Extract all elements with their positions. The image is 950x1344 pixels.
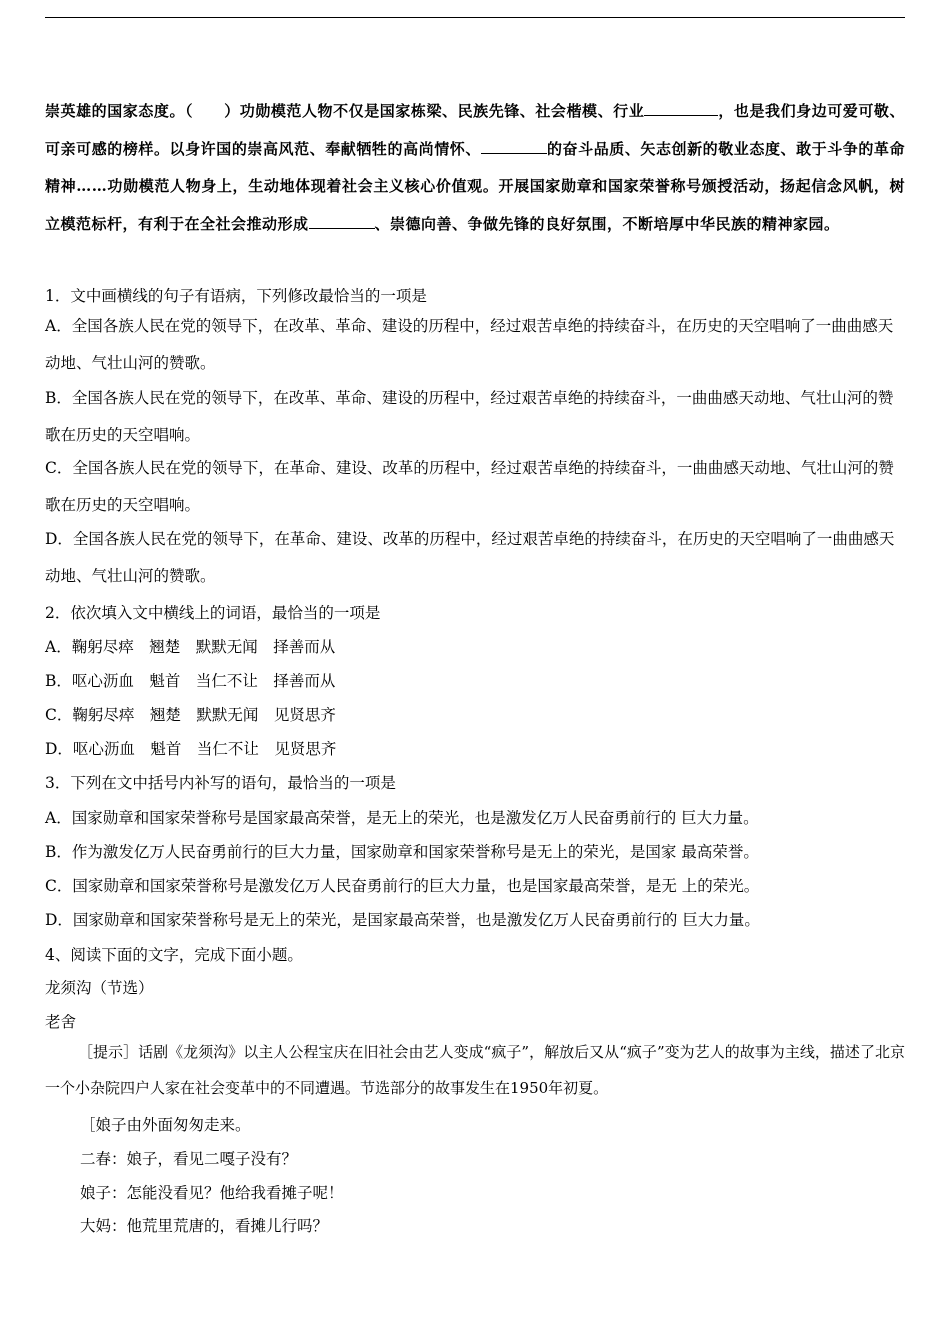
question-3-option-b: B．作为激发亿万人民奋勇前行的巨大力量，国家勋章和国家荣誉称号是无上的荣光，是国家 最高荣誉。 [45,843,759,861]
header-rule [45,17,905,18]
question-2-option-a: A．鞠躬尽瘁 翘楚 默默无闻 择善而从 [45,638,336,656]
script-line-3: 娘子：怎能没看见？他给我看摊子呢！ [80,1184,344,1202]
question-3-stem: 3．下列在文中括号内补写的语句，最恰当的一项是 [45,774,396,792]
passage-paragraph [45,93,905,243]
excerpt-author: 老舍 [45,1013,77,1031]
passage-text-3: 的奋斗品质、矢志创新的敬业态度、敢于斗争的革命精神……功勋模范人物身上，生动地体现着社会主义核心价值观。开展国家勋章和国家荣誉称号颁授活动，扬起信念风帆，树立模范标杆，有利于在全社会推动形成 [45,139,905,233]
question-1-option-d: D．全国各族人民在党的领导下，在革命、建设、改革的历程中，经过艰苦卓绝的持续奋斗，在历史的天空唱响了一曲曲感天动地、气壮山河的赞歌。 [45,530,895,585]
script-line-1: ［娘子由外面匆匆走来。 [80,1116,251,1134]
excerpt-tip: ［提示］话剧《龙须沟》以主人公程宝庆在旧社会由艺人变成“疯子”，解放后又从“疯子”变为艺人的故事为主线，描述了北京一个小杂院四户人家在社会变革中的不同遭遇。节选部分的故事发生在1950年初夏。 [45,1043,905,1097]
passage-text-2: ，也是我们身边可爱可敬、可亲可感的榜样。以身许国的崇高风范、奉献牺牲的高尚情怀、 [45,102,905,158]
question-2-stem: 2．依次填入文中横线上的词语，最恰当的一项是 [45,604,381,622]
excerpt-title: 龙须沟（节选） [45,979,154,997]
question-1-option-a: A．全国各族人民在党的领导下，在改革、革命、建设的历程中，经过艰苦卓绝的持续奋斗，在历史的天空唱响了一曲曲感天动地、气壮山河的赞歌。 [45,317,894,372]
question-2-option-c: C．鞠躬尽瘁 翘楚 默默无闻 见贤思齐 [45,706,336,724]
question-4-stem: 4、阅读下面的文字，完成下面小题。 [45,946,303,964]
passage-text-1: 崇英雄的国家态度。（ ）功勋模范人物不仅是国家栋梁、民族先锋、社会楷模、行业 [45,102,645,120]
script-line-4: 大妈：他荒里荒唐的，看摊儿行吗？ [80,1217,329,1235]
question-2-option-b: B．呕心沥血 魁首 当仁不让 择善而从 [45,672,336,690]
passage-text-4: 、崇德向善、争做先锋的良好氛围，不断培厚中华民族的精神家园。 [374,214,840,233]
fill-blank-2 [481,139,547,154]
fill-blank-3 [309,214,375,229]
question-1-option-c: C．全国各族人民在党的领导下，在革命、建设、改革的历程中，经过艰苦卓绝的持续奋斗，一曲曲感天动地、气壮山河的赞歌在历史的天空唱响。 [45,459,894,514]
question-3-option-a: A．国家勋章和国家荣誉称号是国家最高荣誉，是无上的荣光，也是激发亿万人民奋勇前行的 巨大力量。 [45,809,759,827]
question-1-stem: 1．文中画横线的句子有语病，下列修改最恰当的一项是 [45,287,427,305]
fill-blank-1 [644,101,718,116]
question-3-option-c: C．国家勋章和国家荣誉称号是激发亿万人民奋勇前行的巨大力量，也是国家最高荣誉，是无 上的荣光。 [45,877,760,895]
question-1-option-b: B．全国各族人民在党的领导下，在改革、革命、建设的历程中，经过艰苦卓绝的持续奋斗，一曲曲感天动地、气壮山河的赞歌在历史的天空唱响。 [45,389,894,444]
script-line-2: 二春：娘子，看见二嘎子没有？ [80,1150,298,1168]
question-3-option-d: D．国家勋章和国家荣誉称号是无上的荣光，是国家最高荣誉，也是激发亿万人民奋勇前行的 巨大力量。 [45,911,760,929]
question-2-option-d: D．呕心沥血 魁首 当仁不让 见贤思齐 [45,740,337,758]
